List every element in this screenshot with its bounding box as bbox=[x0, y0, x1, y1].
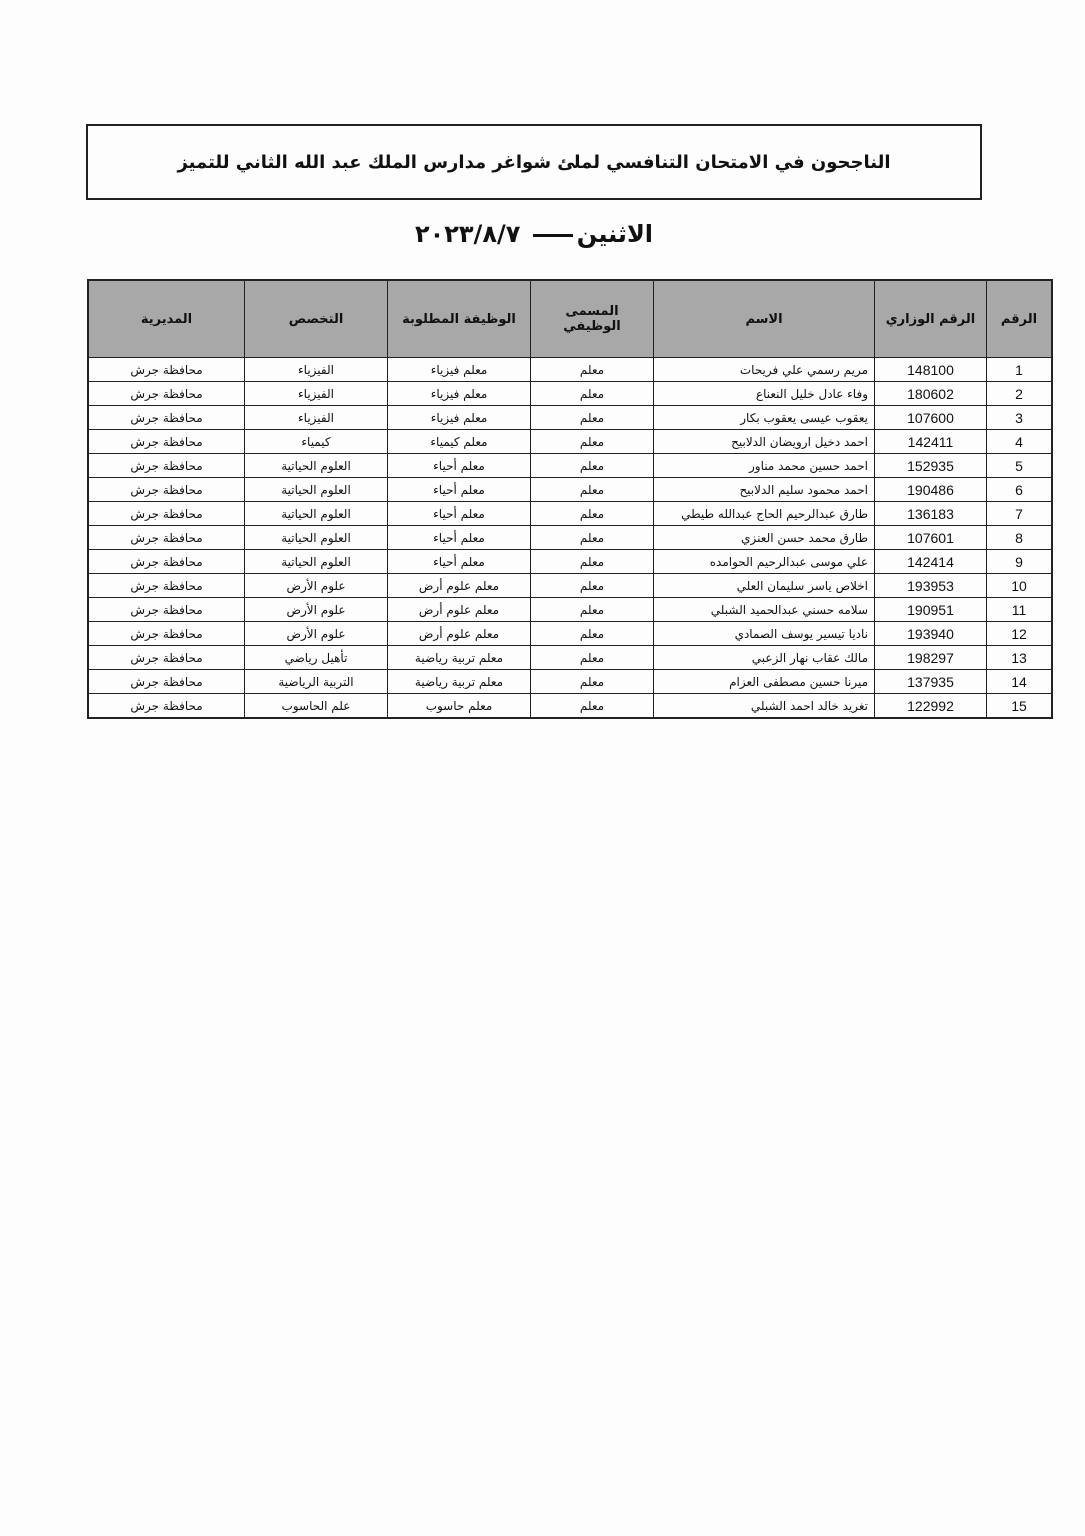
cell-name: علي موسى عبدالرحيم الحوامده bbox=[654, 550, 875, 574]
cell-name: مالك عقاب نهار الزعبي bbox=[654, 646, 875, 670]
cell-specialization: العلوم الحياتية bbox=[245, 502, 388, 526]
cell-name: احمد حسين محمد مناور bbox=[654, 454, 875, 478]
cell-job-title: معلم bbox=[531, 454, 654, 478]
cell-required-job: معلم أحياء bbox=[388, 478, 531, 502]
header-name: الاسم bbox=[654, 280, 875, 358]
cell-ministry-id: 193940 bbox=[875, 622, 987, 646]
cell-num: 3 bbox=[987, 406, 1053, 430]
cell-name: احمد دخيل ارويضان الدلابيح bbox=[654, 430, 875, 454]
table-row bbox=[88, 382, 1052, 406]
cell-required-job: معلم فيزياء bbox=[388, 406, 531, 430]
table-row bbox=[88, 622, 1052, 646]
cell-num: 14 bbox=[987, 670, 1053, 694]
table-row bbox=[88, 454, 1052, 478]
cell-name: طارق محمد حسن العنزي bbox=[654, 526, 875, 550]
cell-ministry-id: 136183 bbox=[875, 502, 987, 526]
cell-directorate: محافظة جرش bbox=[88, 454, 245, 478]
cell-name: اخلاص ياسر سليمان العلي bbox=[654, 574, 875, 598]
cell-job-title: معلم bbox=[531, 574, 654, 598]
cell-job-title: معلم bbox=[531, 598, 654, 622]
table-row bbox=[88, 694, 1052, 719]
cell-ministry-id: 142411 bbox=[875, 430, 987, 454]
cell-directorate: محافظة جرش bbox=[88, 430, 245, 454]
cell-job-title: معلم bbox=[531, 406, 654, 430]
cell-required-job: معلم أحياء bbox=[388, 454, 531, 478]
cell-directorate: محافظة جرش bbox=[88, 622, 245, 646]
cell-job-title: معلم bbox=[531, 526, 654, 550]
cell-directorate: محافظة جرش bbox=[88, 646, 245, 670]
cell-ministry-id: 137935 bbox=[875, 670, 987, 694]
header-required-job: الوظيفة المطلوبة bbox=[388, 280, 531, 358]
table-body bbox=[88, 358, 1052, 719]
cell-num: 9 bbox=[987, 550, 1053, 574]
cell-specialization: العلوم الحياتية bbox=[245, 454, 388, 478]
cell-name: مريم رسمي علي فريحات bbox=[654, 358, 875, 382]
cell-specialization: الفيزياء bbox=[245, 382, 388, 406]
cell-job-title: معلم bbox=[531, 694, 654, 719]
cell-job-title: معلم bbox=[531, 382, 654, 406]
cell-name: طارق عبدالرحيم الحاج عبدالله طيطي bbox=[654, 502, 875, 526]
cell-directorate: محافظة جرش bbox=[88, 406, 245, 430]
cell-num: 10 bbox=[987, 574, 1053, 598]
cell-required-job: معلم تربية رياضية bbox=[388, 646, 531, 670]
table-row bbox=[88, 526, 1052, 550]
cell-num: 1 bbox=[987, 358, 1053, 382]
cell-directorate: محافظة جرش bbox=[88, 358, 245, 382]
cell-ministry-id: 193953 bbox=[875, 574, 987, 598]
table-row bbox=[88, 358, 1052, 382]
cell-directorate: محافظة جرش bbox=[88, 478, 245, 502]
cell-ministry-id: 142414 bbox=[875, 550, 987, 574]
cell-required-job: معلم علوم أرض bbox=[388, 622, 531, 646]
cell-name: احمد محمود سليم الدلابيح bbox=[654, 478, 875, 502]
cell-specialization: علوم الأرض bbox=[245, 622, 388, 646]
table-row bbox=[88, 550, 1052, 574]
cell-required-job: معلم أحياء bbox=[388, 526, 531, 550]
cell-name: ناديا تيسير يوسف الصمادي bbox=[654, 622, 875, 646]
cell-ministry-id: 148100 bbox=[875, 358, 987, 382]
table-row bbox=[88, 502, 1052, 526]
cell-job-title: معلم bbox=[531, 622, 654, 646]
table-row bbox=[88, 430, 1052, 454]
cell-directorate: محافظة جرش bbox=[88, 670, 245, 694]
header-specialization: التخصص bbox=[245, 280, 388, 358]
cell-directorate: محافظة جرش bbox=[88, 382, 245, 406]
cell-ministry-id: 180602 bbox=[875, 382, 987, 406]
table-header bbox=[88, 280, 1052, 358]
header-job-title: المسمى الوظيفي bbox=[531, 280, 654, 358]
cell-directorate: محافظة جرش bbox=[88, 502, 245, 526]
cell-directorate: محافظة جرش bbox=[88, 526, 245, 550]
date-separator bbox=[533, 234, 573, 237]
cell-directorate: محافظة جرش bbox=[88, 574, 245, 598]
cell-specialization: علوم الأرض bbox=[245, 598, 388, 622]
header-directorate: المديرية bbox=[88, 280, 245, 358]
cell-name: ميرنا حسين مصطفى العزام bbox=[654, 670, 875, 694]
header-row bbox=[88, 280, 1052, 358]
cell-num: 11 bbox=[987, 598, 1053, 622]
title-box bbox=[86, 124, 982, 200]
cell-job-title: معلم bbox=[531, 646, 654, 670]
cell-specialization: كيمياء bbox=[245, 430, 388, 454]
cell-required-job: معلم أحياء bbox=[388, 502, 531, 526]
cell-num: 7 bbox=[987, 502, 1053, 526]
cell-specialization: العلوم الحياتية bbox=[245, 526, 388, 550]
cell-num: 8 bbox=[987, 526, 1053, 550]
cell-job-title: معلم bbox=[531, 430, 654, 454]
cell-specialization: التربية الرياضية bbox=[245, 670, 388, 694]
cell-num: 15 bbox=[987, 694, 1053, 719]
results-table bbox=[87, 279, 1053, 719]
cell-specialization: تأهيل رياضي bbox=[245, 646, 388, 670]
cell-specialization: العلوم الحياتية bbox=[245, 550, 388, 574]
cell-required-job: معلم أحياء bbox=[388, 550, 531, 574]
cell-ministry-id: 122992 bbox=[875, 694, 987, 719]
cell-specialization: الفيزياء bbox=[245, 406, 388, 430]
cell-specialization: العلوم الحياتية bbox=[245, 478, 388, 502]
cell-name: وفاء عادل خليل النعناع bbox=[654, 382, 875, 406]
cell-name: يعقوب عيسى يعقوب بكار bbox=[654, 406, 875, 430]
cell-specialization: الفيزياء bbox=[245, 358, 388, 382]
cell-ministry-id: 198297 bbox=[875, 646, 987, 670]
cell-name: تغريد خالد احمد الشبلي bbox=[654, 694, 875, 719]
cell-ministry-id: 152935 bbox=[875, 454, 987, 478]
cell-num: 13 bbox=[987, 646, 1053, 670]
table-row bbox=[88, 406, 1052, 430]
header-ministry-id: الرقم الوزاري bbox=[875, 280, 987, 358]
cell-num: 5 bbox=[987, 454, 1053, 478]
table-row bbox=[88, 670, 1052, 694]
cell-ministry-id: 190486 bbox=[875, 478, 987, 502]
table-row bbox=[88, 646, 1052, 670]
cell-required-job: معلم فيزياء bbox=[388, 382, 531, 406]
cell-job-title: معلم bbox=[531, 550, 654, 574]
cell-required-job: معلم علوم أرض bbox=[388, 598, 531, 622]
cell-required-job: معلم كيمياء bbox=[388, 430, 531, 454]
cell-job-title: معلم bbox=[531, 358, 654, 382]
cell-ministry-id: 190951 bbox=[875, 598, 987, 622]
cell-num: 6 bbox=[987, 478, 1053, 502]
cell-specialization: علوم الأرض bbox=[245, 574, 388, 598]
cell-directorate: محافظة جرش bbox=[88, 550, 245, 574]
table-row bbox=[88, 478, 1052, 502]
cell-name: سلامه حسني عبدالحميد الشبلي bbox=[654, 598, 875, 622]
cell-num: 4 bbox=[987, 430, 1053, 454]
cell-directorate: محافظة جرش bbox=[88, 598, 245, 622]
cell-directorate: محافظة جرش bbox=[88, 694, 245, 719]
date-day: الاثنين bbox=[576, 220, 654, 248]
table-row bbox=[88, 574, 1052, 598]
cell-num: 2 bbox=[987, 382, 1053, 406]
cell-job-title: معلم bbox=[531, 478, 654, 502]
header-num: الرقم bbox=[987, 280, 1053, 358]
cell-required-job: معلم تربية رياضية bbox=[388, 670, 531, 694]
cell-job-title: معلم bbox=[531, 670, 654, 694]
table-row bbox=[88, 598, 1052, 622]
date-line bbox=[86, 220, 982, 248]
cell-job-title: معلم bbox=[531, 502, 654, 526]
cell-required-job: معلم حاسوب bbox=[388, 694, 531, 719]
cell-required-job: معلم علوم أرض bbox=[388, 574, 531, 598]
date-value: ٢٠٢٣/٨/٧ bbox=[414, 220, 521, 248]
cell-ministry-id: 107600 bbox=[875, 406, 987, 430]
cell-required-job: معلم فيزياء bbox=[388, 358, 531, 382]
cell-ministry-id: 107601 bbox=[875, 526, 987, 550]
document-title: الناجحون في الامتحان التنافسي لملئ شواغر مدارس الملك عبد الله الثاني للتميز bbox=[177, 151, 891, 173]
cell-specialization: علم الحاسوب bbox=[245, 694, 388, 719]
cell-num: 12 bbox=[987, 622, 1053, 646]
